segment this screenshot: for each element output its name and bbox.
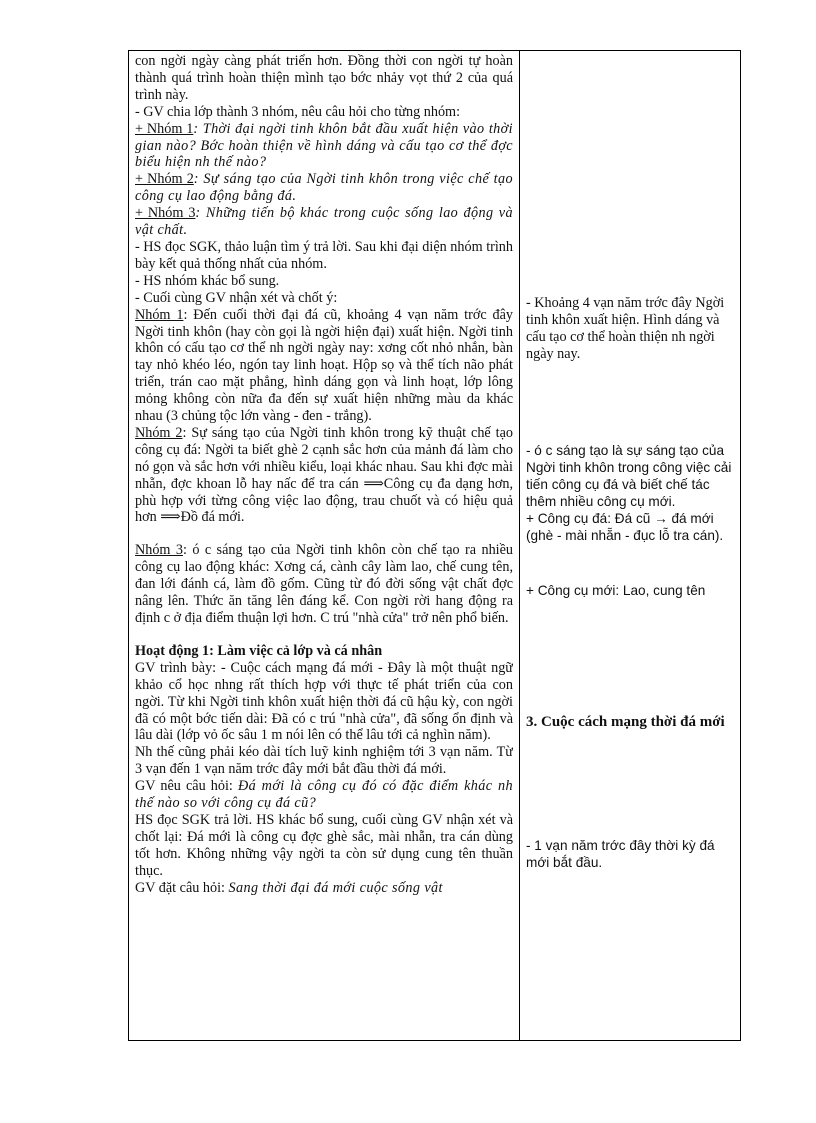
key-point-2 — [526, 443, 736, 544]
answer-3-text: : ó c sáng tạo của Ngời tinh khôn còn chế tạo ra nhiều công cụ lao động khác: Xơng cá, cành cây làm lao, chế cung tên, đan lới đánh cá, làm đồ gốm. Cũng từ đó đời sống vật chất đợc nâng lên. Thức ăn tăng lên đáng kể. Con ngời rời hang động ra định c ở địa điểm thuận lợi hơn. C trú "nhà cửa" trở nên phổ biến. — [135, 542, 513, 626]
key-point-text: - 1 vạn năm trớc đây thời kỳ đá mới bắt đầu. — [526, 838, 715, 870]
right-arrow-icon: → — [654, 510, 668, 526]
answer-2-text: : Sự sáng tạo của Ngời tinh khôn trong kỹ thuật chế tạo công cụ đá: Ngời ta biết ghè 2 cạnh sắc hơn của mảnh đá làm cho nó gọn và sắc hơn với nhiều kiểu, loại khác nhau. Sau khi đợc mài nhẵn, đợc khoan lỗ hay nấc để tra cán — [135, 424, 513, 492]
key-point-text: - Khoảng 4 vạn năm trớc đây Ngời tinh khôn xuất hiện. Hình dáng và cấu tạo cơ thể hoàn thiện nh ngời ngày nay. — [526, 295, 725, 362]
paragraph: - Cuối cùng GV nhận xét và chốt ý: — [135, 289, 338, 306]
key-point-3 — [526, 583, 736, 600]
question-text: Đá mới là công cụ đó có đặc điểm khác nh thế nào so với công cụ đá cũ? — [135, 778, 513, 812]
group-2-label: + Nhóm 2 — [135, 171, 194, 188]
paragraph: HS đọc SGK trả lời. HS khác bổ sung, cuối cùng GV nhận xét và chốt lại: Đá mới là công cụ đợc ghè sắc, mài nhẵn, tra cán dùng tốt hơn. Không những vậy ngời ta còn sử dụng cung tên thuần thục. — [135, 811, 513, 879]
teacher-question-2 — [135, 880, 513, 897]
answer-1-text: : Đến cuối thời đại đá cũ, khoảng 4 vạn năm trớc đây Ngời tinh khôn (hay còn gọi là ngời hiện đại) xuất hiện. Ngời tinh khôn có cấu tạo cơ thể nh ngời ngày nay: xơng cốt nhỏ nhắn, bàn tay nhỏ khéo léo, ngón tay linh hoạt. Hộp sọ và thể tích não phát triển, trán cao mặt phẳng, hình dáng gọn và linh hoạt, lớp lông mỏng không còn nữa đa đến sự xuất hiện những màu da khác nhau (3 chủng tộc lớn vàng - đen - trắng). — [135, 306, 513, 425]
question-prefix: GV nêu câu hỏi: — [135, 778, 238, 795]
tools-text: + Công cụ đá: Đá cũ — [526, 510, 651, 526]
question-text: Sang thời đại đá mới cuộc sống vật — [228, 879, 443, 896]
question-prefix: GV đặt câu hỏi: — [135, 879, 229, 896]
section-heading-text: 3. Cuộc cách mạng thời đá mới — [526, 714, 725, 730]
group-1-answer — [135, 307, 513, 425]
paragraph: - GV chia lớp thành 3 nhóm, nêu câu hỏi cho từng nhóm: — [135, 103, 461, 120]
group-3-text: : Những tiến bộ khác trong cuộc sống lao động và vật chất. — [135, 205, 513, 239]
activity-heading: Hoạt động 1: Làm việc cả lớp và cá nhân — [135, 642, 383, 659]
key-point-text: + Công cụ mới: Lao, cung tên — [526, 583, 706, 598]
group-2-question — [135, 171, 513, 205]
lesson-table — [128, 50, 741, 1041]
teaching-activities-column — [135, 53, 513, 1038]
paragraph: con ngời ngày càng phát triển hơn. Đồng thời con ngời tự hoàn thành quá trình hoàn thiện mình tạo bớc nhảy vọt thứ 2 của quá trình này. — [135, 53, 513, 103]
group-3-label: + Nhóm 3 — [135, 205, 196, 222]
key-points-column — [526, 51, 738, 1036]
paragraph: Nh thế cũng phải kéo dài tích luỹ kinh nghiệm tới 3 vạn năm. Từ 3 vạn đến 1 vạn năm trớc đây mới bắt đầu thời đá mới. — [135, 744, 513, 778]
answer-2-label: Nhóm 2 — [135, 424, 183, 441]
answer-2-text-cont: Công cụ đa dạng hơn, phù hợp với từng công việc lao động, trau chuốt và có hiệu quả hơn — [135, 475, 513, 526]
group-2-text: : Sự sáng tạo của Ngời tinh khôn trong việc chế tạo công cụ lao động bằng đá. — [135, 171, 513, 205]
paragraph: GV trình bày: - Cuộc cách mạng đá mới - Đây là một thuật ngữ khảo cổ học nhng rất thích hợp với thực tế phát triển của con ngời. Từ khi Ngời tinh khôn xuất hiện thời đá cũ hậu kỳ, con ngời đã có một bớc tiến dài: Đã có c trú "nhà cửa", đã sống ổn định và lâu dài (lớp vỏ ốc sâu 1 m nói lên có thể lâu tới cả nghìn năm). — [135, 659, 513, 744]
group-3-question — [135, 205, 513, 239]
section-3-heading — [526, 714, 736, 731]
paragraph: - HS nhóm khác bổ sung. — [135, 272, 280, 289]
column-divider — [519, 51, 520, 1040]
tools-text-cont: đá mới (ghè - mài nhẵn - đục lỗ tra cán). — [526, 510, 724, 543]
teacher-question — [135, 778, 513, 812]
key-point-text: - ó c sáng tạo là sự sáng tạo của Ngời tinh khôn trong công việc cải tiến công cụ đá và biết chế tác thêm nhiều công cụ mới. — [526, 443, 732, 509]
key-point-1 — [526, 295, 736, 363]
group-1-text: : Thời đại ngời tinh khôn bắt đầu xuất hiện vào thời gian nào? Bớc hoàn thiện về hình dáng và cấu tạo cơ thể đợc biểu hiện nh thế nào? — [135, 120, 513, 171]
answer-1-label: Nhóm 1 — [135, 306, 184, 323]
answer-2-text-end: Đồ đá mới. — [180, 509, 245, 526]
key-point-4 — [526, 838, 736, 872]
implies-arrow-icon: ⟹ — [160, 509, 181, 526]
group-1-question — [135, 121, 513, 172]
key-point-tools — [526, 511, 736, 545]
group-3-answer — [135, 542, 513, 627]
group-1-label: + Nhóm 1 — [135, 120, 194, 137]
answer-3-label: Nhóm 3 — [135, 542, 183, 559]
implies-arrow-icon: ⟹ — [363, 475, 384, 492]
group-2-answer — [135, 425, 513, 526]
paragraph: - HS đọc SGK, thảo luận tìm ý trả lời. Sau khi đại diện nhóm trình bày kết quả thống nhất của nhóm. — [135, 238, 513, 272]
